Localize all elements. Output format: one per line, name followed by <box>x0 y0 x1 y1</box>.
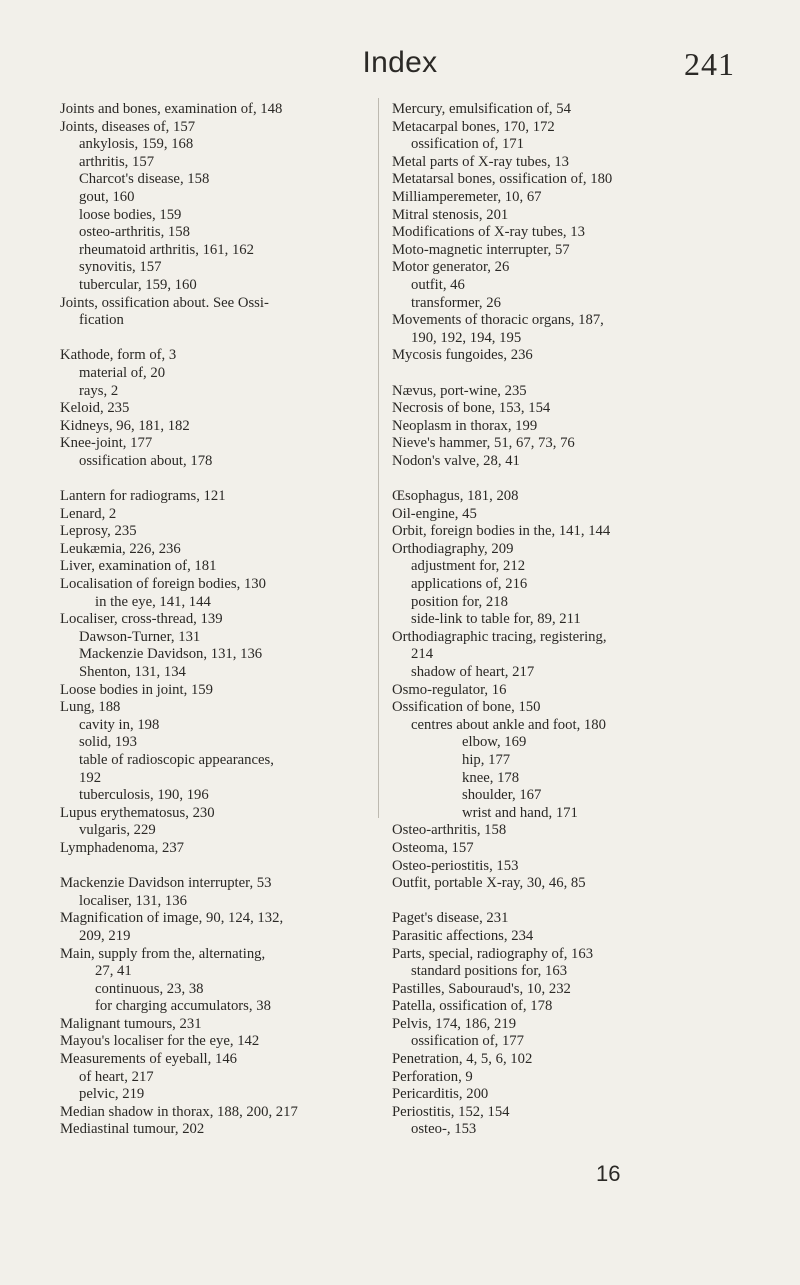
index-subentry: solid, 193 <box>79 734 137 751</box>
index-entry: Osmo-regulator, 16 <box>392 681 507 698</box>
index-entry: Movements of thoracic organs, 187, <box>392 312 604 329</box>
index-subentry: vulgaris, 229 <box>79 822 156 839</box>
index-entry: Parasitic affections, 234 <box>392 927 534 944</box>
index-entry: Malignant tumours, 231 <box>60 1015 202 1032</box>
index-subentry: 214 <box>411 646 434 663</box>
index-subentry: osteo-arthritis, 158 <box>79 224 190 241</box>
index-subentry: in the eye, 141, 144 <box>95 593 211 610</box>
index-entry: Mediastinal tumour, 202 <box>60 1121 205 1138</box>
page-title: Index <box>362 46 438 79</box>
index-subentry: elbow, 169 <box>462 734 527 751</box>
index-entry: Necrosis of bone, 153, 154 <box>392 400 551 417</box>
index-subentry: arthritis, 157 <box>79 153 155 170</box>
index-entry: Measurements of eyeball, 146 <box>60 1051 238 1068</box>
index-entry: Mercury, emulsification of, 54 <box>392 101 571 117</box>
index-subentry: shoulder, 167 <box>462 787 542 804</box>
index-entry: Loose bodies in joint, 159 <box>60 681 213 698</box>
index-entry: Joints, diseases of, 157 <box>60 118 196 135</box>
index-entry: Orbit, foreign bodies in the, 141, 144 <box>392 523 611 540</box>
index-entry: Localiser, cross-thread, 139 <box>60 611 223 628</box>
index-entry: Penetration, 4, 5, 6, 102 <box>392 1051 533 1068</box>
index-subentry: tuberculosis, 190, 196 <box>79 787 209 804</box>
index-subentry: rheumatoid arthritis, 161, 162 <box>79 241 254 258</box>
index-entry: Patella, ossification of, 178 <box>392 998 553 1015</box>
index-entry: Pericarditis, 200 <box>392 1086 489 1103</box>
index-entry: Lantern for radiograms, 121 <box>60 488 226 505</box>
index-subentry: wrist and hand, 171 <box>462 804 578 821</box>
index-subentry: 209, 219 <box>79 927 131 944</box>
section-gap <box>392 470 722 488</box>
index-subentry: position for, 218 <box>411 593 508 610</box>
index-subentry: adjustment for, 212 <box>411 558 526 575</box>
index-entry: Orthodiagraphy, 209 <box>392 540 514 557</box>
index-entry: Pastilles, Sabouraud's, 10, 232 <box>392 980 571 997</box>
index-entry: Pelvis, 174, 186, 219 <box>392 1015 517 1032</box>
index-entry: Leprosy, 235 <box>60 523 137 540</box>
section-gap <box>60 330 372 348</box>
index-entry: Œsophagus, 181, 208 <box>392 488 519 505</box>
index-entry: Outfit, portable X-ray, 30, 46, 85 <box>392 875 586 892</box>
index-subentry: synovitis, 157 <box>79 259 162 276</box>
section-gap <box>392 893 722 911</box>
index-subentry: rays, 2 <box>79 382 119 399</box>
section-gap <box>60 858 372 876</box>
index-entry: Localisation of foreign bodies, 130 <box>60 576 266 593</box>
index-entry: Oil-engine, 45 <box>392 505 477 522</box>
index-subentry: outfit, 46 <box>411 276 465 293</box>
index-entry: Lymphadenoma, 237 <box>60 839 185 856</box>
index-subentry: cavity in, 198 <box>79 716 160 733</box>
index-subentry: 27, 41 <box>95 963 132 980</box>
index-column-left <box>60 101 372 1139</box>
index-subentry: applications of, 216 <box>411 576 528 593</box>
index-entry: Milliamperemeter, 10, 67 <box>392 188 542 205</box>
index-entry: Periostitis, 152, 154 <box>392 1103 510 1120</box>
index-entry: Osteo-periostitis, 153 <box>392 857 519 874</box>
index-subentry: side-link to table for, 89, 211 <box>411 611 581 628</box>
index-subentry: transformer, 26 <box>411 294 501 311</box>
index-subentry: Charcot's disease, 158 <box>79 171 210 188</box>
index-entry: Moto-magnetic interrupter, 57 <box>392 241 570 258</box>
page-header <box>0 46 800 96</box>
index-subentry: pelvic, 219 <box>79 1086 145 1103</box>
signature-mark: 16 <box>596 1161 621 1186</box>
index-subentry: osteo-, 153 <box>411 1121 477 1138</box>
index-entry: Osteoma, 157 <box>392 839 474 856</box>
index-entry: Joints, ossification about. See Ossi- <box>60 294 269 311</box>
column-divider <box>378 98 379 818</box>
index-subentry: shadow of heart, 217 <box>411 664 535 680</box>
section-gap <box>60 470 372 488</box>
index-entry: Perforation, 9 <box>392 1068 473 1085</box>
index-entry: Liver, examination of, 181 <box>60 558 217 575</box>
index-subentry: ossification about, 178 <box>79 452 213 469</box>
index-subentry: centres about ankle and foot, 180 <box>411 716 606 733</box>
index-subentry: Mackenzie Davidson, 131, 136 <box>79 646 263 663</box>
index-entry: Kathode, form of, 3 <box>60 347 177 364</box>
index-subentry: Dawson-Turner, 131 <box>79 628 201 645</box>
index-entry: Kidneys, 96, 181, 182 <box>60 417 190 434</box>
index-entry: Lenard, 2 <box>60 505 117 522</box>
index-subentry: 190, 192, 194, 195 <box>411 329 522 346</box>
index-entry: Orthodiagraphic tracing, registering, <box>392 628 607 645</box>
index-subentry: hip, 177 <box>462 751 511 768</box>
index-subentry: 192 <box>79 769 102 786</box>
index-subentry: fication <box>79 312 124 329</box>
index-subentry: ossification of, 171 <box>411 136 524 153</box>
index-entry: Modifications of X-ray tubes, 13 <box>392 224 585 241</box>
index-subentry: localiser, 131, 136 <box>79 892 187 909</box>
index-subentry: continuous, 23, 38 <box>95 980 204 997</box>
index-entry: Mackenzie Davidson interrupter, 53 <box>60 875 272 892</box>
index-entry: Lupus erythematosus, 230 <box>60 804 215 821</box>
index-subentry: Shenton, 131, 134 <box>79 664 186 680</box>
index-entry: Knee-joint, 177 <box>60 435 153 452</box>
page-number: 241 <box>684 46 735 82</box>
index-subentry: for charging accumulators, 38 <box>95 998 271 1015</box>
index-entry: Ossification of bone, 150 <box>392 699 541 716</box>
index-subentry: material of, 20 <box>79 364 166 381</box>
index-entry: Mayou's localiser for the eye, 142 <box>60 1033 260 1050</box>
index-entry: Paget's disease, 231 <box>392 910 509 927</box>
index-entry: Metal parts of X-ray tubes, 13 <box>392 153 570 170</box>
section-gap <box>392 365 722 383</box>
index-entry: Main, supply from the, alternating, <box>60 945 266 962</box>
index-entry: Parts, special, radiography of, 163 <box>392 945 594 962</box>
index-subentry: table of radioscopic appearances, <box>79 751 274 768</box>
index-entry: Joints and bones, examination of, 148 <box>60 101 283 117</box>
index-entry: Lung, 188 <box>60 699 121 716</box>
index-column-right <box>392 101 722 1139</box>
index-subentry: tubercular, 159, 160 <box>79 276 197 293</box>
index-subentry: gout, 160 <box>79 188 135 205</box>
index-entry: Nodon's valve, 28, 41 <box>392 452 520 469</box>
index-entry: Metacarpal bones, 170, 172 <box>392 118 555 135</box>
index-entry: Motor generator, 26 <box>392 259 510 276</box>
index-entry: Mycosis fungoides, 236 <box>392 347 533 364</box>
index-entry: Neoplasm in thorax, 199 <box>392 417 538 434</box>
index-subentry: of heart, 217 <box>79 1068 154 1085</box>
index-entry: Nieve's hammer, 51, 67, 73, 76 <box>392 435 575 452</box>
index-subentry: ankylosis, 159, 168 <box>79 136 194 153</box>
index-subentry: ossification of, 177 <box>411 1033 524 1050</box>
index-subentry: knee, 178 <box>462 769 520 786</box>
index-entry: Keloid, 235 <box>60 400 130 417</box>
index-subentry: loose bodies, 159 <box>79 206 182 223</box>
index-entry: Osteo-arthritis, 158 <box>392 822 507 839</box>
index-entry: Leukæmia, 226, 236 <box>60 540 181 557</box>
index-entry: Nævus, port-wine, 235 <box>392 382 527 399</box>
index-entry: Metatarsal bones, ossification of, 180 <box>392 171 613 188</box>
index-entry: Magnification of image, 90, 124, 132, <box>60 910 284 927</box>
index-subentry: standard positions for, 163 <box>411 963 568 980</box>
index-entry: Mitral stenosis, 201 <box>392 206 509 223</box>
index-entry: Median shadow in thorax, 188, 200, 217 <box>60 1103 298 1120</box>
